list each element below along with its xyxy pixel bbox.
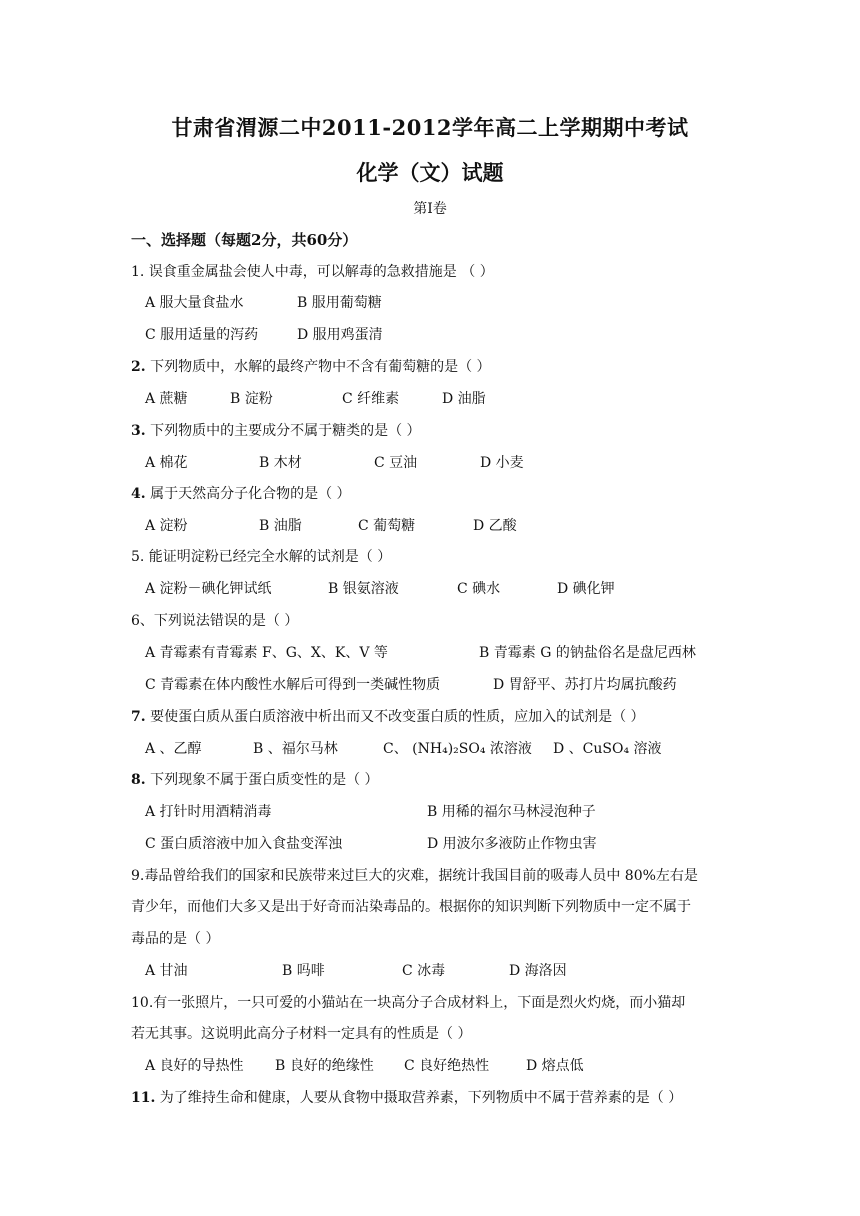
question-7-option-b: B 、福尔马林 [253, 741, 338, 757]
question-1-option-a: A 服大量食盐水 [145, 295, 244, 311]
question-3-number: 3. [131, 423, 146, 439]
question-8-option-a: A 打针时用酒精消毒 [145, 804, 272, 820]
question-4-option-c: C 葡萄糖 [358, 518, 416, 534]
section-heading: 一、选择题（每题2分，共60分） [131, 231, 358, 249]
question-6-option-b: B 青霉素 G 的钠盐俗名是盘尼西林 [479, 645, 696, 661]
question-8-number: 8. [131, 772, 146, 788]
question-6-option-a: A 青霉素有青霉素 F、G、X、K、V 等 [145, 645, 388, 661]
question-3-option-b: B 木材 [259, 455, 302, 471]
question-9-option-a: A 甘油 [145, 963, 188, 979]
question-10-line-2: 若无其事。这说明此高分子材料一定具有的性质是（ ） [131, 1026, 472, 1042]
question-4-option-a: A 淀粉 [145, 518, 188, 534]
question-10-option-a: A 良好的导热性 [145, 1058, 244, 1074]
question-2-stem: 下列物质中，水解的最终产物中不含有葡萄糖的是（ ） [145, 359, 491, 375]
question-10-line-1: 10.有一张照片，一只可爱的小猫站在一块高分子合成材料上，下面是烈火灼烧，而小猫却 [131, 995, 686, 1011]
question-4-option-d: D 乙酸 [473, 518, 517, 534]
question-1-stem: 1. 误食重金属盐会使人中毒，可以解毒的急救措施是 （ ） [131, 264, 494, 280]
question-9-option-c: C 冰毒 [402, 963, 446, 979]
question-7-number: 7. [131, 709, 146, 725]
question-5-stem: 5. 能证明淀粉已经完全水解的试剂是（ ） [131, 549, 392, 565]
question-9-line-3: 毒品的是（ ） [131, 931, 220, 947]
exam-subtitle: 化学（文）试题 [356, 160, 504, 185]
question-8-option-d: D 用波尔多液防止作物虫害 [427, 836, 597, 852]
question-7 [131, 706, 645, 726]
question-3-stem: 下列物质中的主要成分不属于糖类的是（ ） [145, 423, 421, 439]
question-9-line-2: 青少年，而他们大多又是出于好奇而沾染毒品的。根据你的知识判断下列物质中一定不属于 [131, 899, 691, 915]
question-7-stem: 要使蛋白质从蛋白质溶液中析出而又不改变蛋白质的性质，应加入的试剂是（ ） [145, 709, 645, 725]
question-8-stem: 下列现象不属于蛋白质变性的是（ ） [145, 772, 379, 788]
question-9-option-d: D 海洛因 [509, 963, 567, 979]
exam-title: 甘肃省渭源二中2011-2012学年高二上学期期中考试 [171, 115, 689, 140]
question-7-option-d: D 、CuSO₄ 溶液 [553, 741, 662, 757]
question-4-option-b: B 油脂 [259, 518, 302, 534]
question-1-option-b: B 服用葡萄糖 [297, 295, 382, 311]
question-11-number: 11. [131, 1090, 156, 1106]
question-8-option-c: C 蛋白质溶液中加入食盐变浑浊 [145, 836, 343, 852]
question-7-option-a: A 、乙醇 [145, 741, 202, 757]
question-10-option-d: D 熔点低 [526, 1058, 584, 1074]
question-8 [131, 769, 379, 789]
question-8-option-b: B 用稀的福尔马林浸泡种子 [427, 804, 596, 820]
question-1-option-c: C 服用适量的泻药 [145, 327, 259, 343]
question-9-line-1: 9.毒品曾给我们的国家和民族带来过巨大的灾难，据统计我国目前的吸毒人员中 80%左右是 [131, 868, 698, 884]
question-6-option-c: C 青霉素在体内酸性水解后可得到一类碱性物质 [145, 677, 441, 693]
question-9-option-b: B 吗啡 [282, 963, 325, 979]
question-11-stem: 为了维持生命和健康，人要从食物中摄取营养素，下列物质中不属于营养素的是（ ） [155, 1090, 683, 1106]
volume-label: 第Ⅰ卷 [413, 201, 447, 217]
question-3-option-a: A 棉花 [145, 455, 188, 471]
question-1-option-d: D 服用鸡蛋清 [297, 327, 383, 343]
question-3 [131, 420, 421, 440]
question-4-number: 4. [131, 486, 146, 502]
question-5-option-b: B 银氨溶液 [328, 581, 399, 597]
question-4-stem: 属于天然高分子化合物的是（ ） [145, 486, 351, 502]
question-11 [131, 1087, 682, 1107]
question-6-stem: 6、下列说法错误的是（ ） [131, 613, 299, 629]
question-7-option-c: C、 (NH₄)₂SO₄ 浓溶液 [383, 741, 532, 757]
question-2-option-a: A 蔗糖 [145, 391, 188, 407]
question-2-option-d: D 油脂 [442, 391, 486, 407]
question-2-number: 2. [131, 359, 146, 375]
question-5-option-c: C 碘水 [457, 581, 501, 597]
question-2-option-c: C 纤维素 [342, 391, 400, 407]
question-10-option-b: B 良好的绝缘性 [275, 1058, 374, 1074]
question-2-option-b: B 淀粉 [230, 391, 273, 407]
question-10-option-c: C 良好绝热性 [404, 1058, 490, 1074]
question-5-option-d: D 碘化钾 [557, 581, 615, 597]
question-4 [131, 483, 351, 503]
question-5-option-a: A 淀粉－碘化钾试纸 [145, 581, 272, 597]
question-2 [131, 356, 491, 376]
question-3-option-d: D 小麦 [480, 455, 524, 471]
question-3-option-c: C 豆油 [374, 455, 418, 471]
question-6-option-d: D 胃舒平、苏打片均属抗酸药 [493, 677, 677, 693]
